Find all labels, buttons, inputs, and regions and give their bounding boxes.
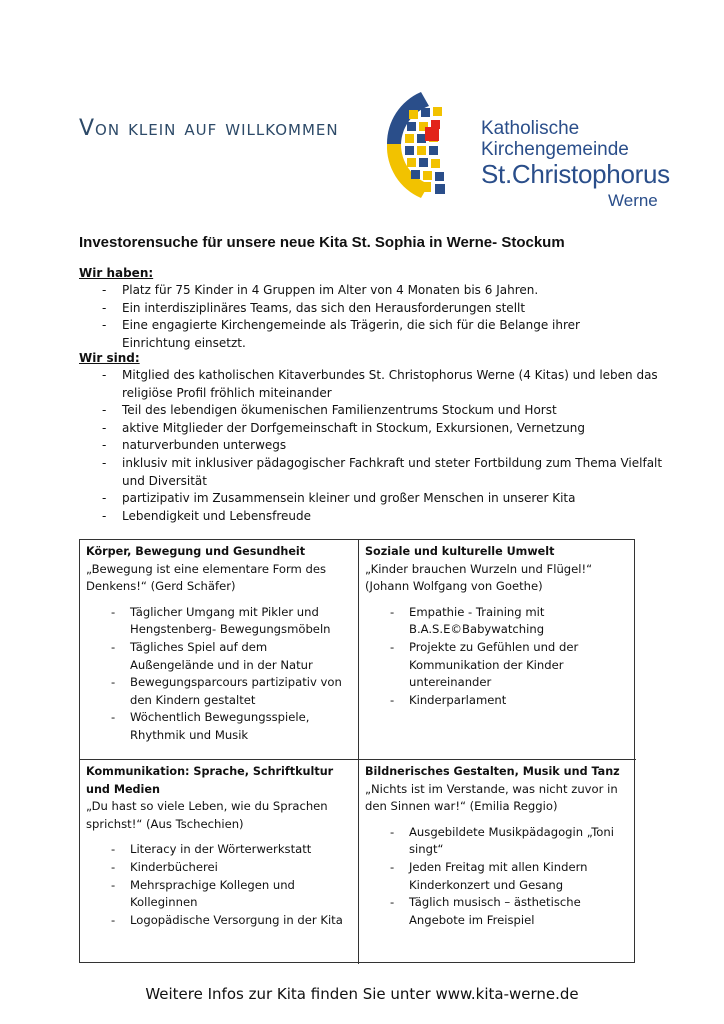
- cell-quote: „Kinder brauchen Wurzeln und Flügel!“ (Johann Wolfgang von Goethe): [365, 561, 593, 594]
- cell-title: Bildnerisches Gestalten, Musik und Tanz: [365, 765, 620, 778]
- table-cell-soziale-umwelt: [359, 540, 636, 760]
- table-cell-kommunikation: [80, 760, 359, 964]
- logo-title: St.Christophorus: [481, 159, 670, 189]
- cell-quote: „Bewegung ist eine elementare Form des Denkens!“ (Gerd Schäfer): [86, 561, 327, 594]
- footer-info: Weitere Infos zur Kita finden Sie unter www.kita-werne.de: [145, 985, 579, 1003]
- list-item: - Platz für 75 Kinder in 4 Gruppen im Alter von 4 Monaten bis 6 Jahren.: [79, 282, 642, 300]
- page-heading: Investorensuche für unsere neue Kita St. Sophia in Werne- Stockum: [79, 234, 565, 251]
- globe-logo-icon: [381, 80, 477, 210]
- list-item: - Tägliches Spiel auf dem Außengelände und in der Natur: [86, 639, 352, 674]
- list-item: - Täglicher Umgang mit Pikler und Hengstenberg- Bewegungsmöbeln: [86, 604, 352, 639]
- table-cell-gestalten: [359, 760, 636, 964]
- cell-title: Soziale und kulturelle Umwelt: [365, 545, 555, 558]
- section-label: Wir sind:: [79, 351, 140, 365]
- bullet-list: [79, 282, 642, 352]
- list-item: - Literacy in der Wörterwerkstatt: [86, 841, 352, 859]
- list-item: - Kinderbücherei: [86, 859, 352, 877]
- list-item: - Jeden Freitag mit allen Kindern Kinderkonzert und Gesang: [365, 859, 630, 894]
- list-item: - partizipativ im Zusammensein kleiner und großer Menschen in unserer Kita: [79, 490, 677, 508]
- list-item: - Mitglied des katholischen Kitaverbundes St. Christophorus Werne (4 Kitas) und leben das religiöse Profil fröhlich miteinander: [79, 367, 677, 402]
- table-cell-koerper: [80, 540, 359, 760]
- parish-logo: [381, 80, 670, 210]
- list-item: - Wöchentlich Bewegungsspiele, Rhythmik und Musik: [86, 709, 352, 744]
- list-item: - inklusiv mit inklusiver pädagogischer Fachkraft und steter Fortbildung zum Thema Vielfalt und Diversität: [79, 455, 677, 490]
- cell-list: [86, 604, 352, 745]
- list-item: - Täglich musisch – ästhetische Angebote im Freispiel: [365, 894, 630, 929]
- cell-list: [365, 824, 630, 930]
- list-item: - Empathie - Training mit B.A.S.E©Babywatching: [365, 604, 630, 639]
- cell-quote: „Du hast so viele Leben, wie du Sprachen sprichst!“ (Aus Tschechien): [86, 799, 328, 831]
- cell-list: [365, 604, 630, 710]
- cell-title: Körper, Bewegung und Gesundheit: [86, 545, 306, 558]
- list-item: - aktive Mitglieder der Dorfgemeinschaft in Stockum, Exkursionen, Vernetzung: [79, 420, 677, 438]
- list-item: - Ein interdisziplinäres Teams, das sich den Herausforderungen stellt: [79, 300, 642, 318]
- list-item: - Kinderparlament: [365, 692, 630, 710]
- section-label: Wir haben:: [79, 266, 154, 280]
- section-wir-haben: [79, 266, 642, 352]
- list-item: - Mehrsprachige Kollegen und Kolleginnen: [86, 877, 352, 912]
- education-areas-table: [79, 539, 635, 963]
- list-item: - Ausgebildete Musikpädagogin „Toni singt“: [365, 824, 630, 859]
- section-wir-sind: [79, 351, 677, 525]
- list-item: - Bewegungsparcours partizipativ von den Kindern gestaltet: [86, 674, 352, 709]
- cell-title: Kommunikation: Sprache, Schriftkultur und Medien: [86, 765, 334, 796]
- list-item: - Eine engagierte Kirchengemeinde als Trägerin, die sich für die Belange ihrer Einrichtung einsetzt.: [79, 317, 642, 352]
- logo-place: Werne: [608, 191, 658, 210]
- list-item: - Projekte zu Gefühlen und der Kommunikation der Kinder untereinander: [365, 639, 630, 692]
- cell-list: [86, 841, 352, 929]
- logo-line-1: Katholische: [481, 118, 580, 139]
- cell-quote: „Nichts ist im Verstande, was nicht zuvor in den Sinnen war!“ (Emilia Reggio): [365, 781, 618, 814]
- list-item: - Lebendigkeit und Lebensfreude: [79, 508, 677, 526]
- list-item: - naturverbunden unterwegs: [79, 437, 677, 455]
- logo-line-2: Kirchengemeinde: [481, 139, 629, 160]
- slogan: Von klein auf willkommen: [79, 116, 339, 141]
- bullet-list: [79, 367, 677, 525]
- list-item: - Logopädische Versorgung in der Kita: [86, 912, 352, 930]
- list-item: - Teil des lebendigen ökumenischen Familienzentrums Stockum und Horst: [79, 402, 677, 420]
